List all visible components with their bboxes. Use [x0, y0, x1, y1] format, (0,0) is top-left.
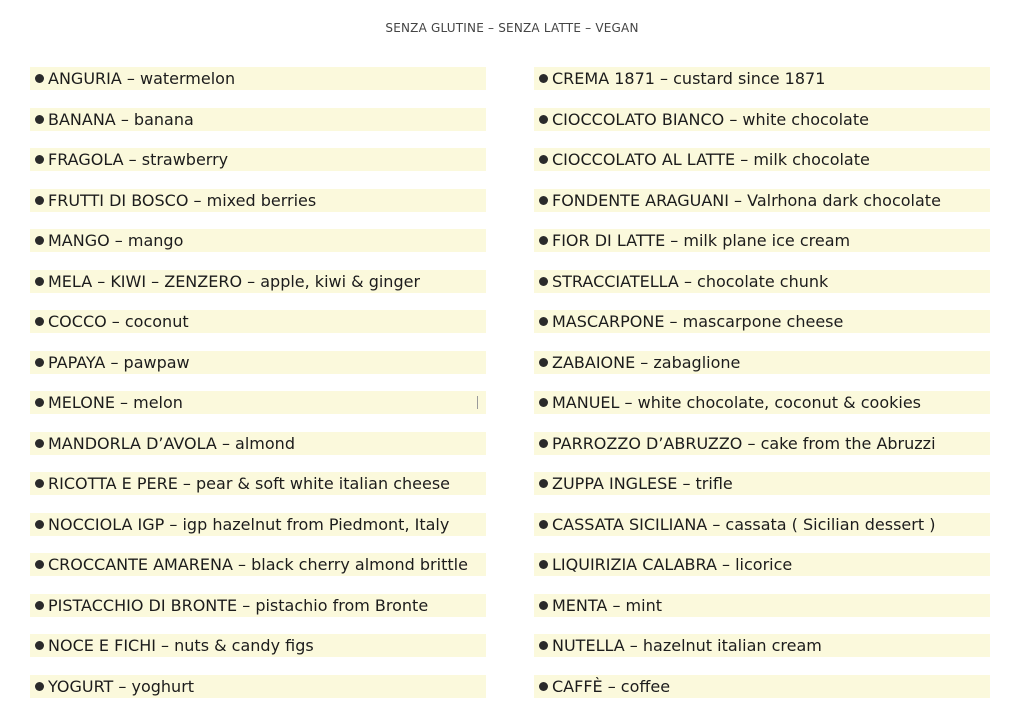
bullet-icon — [539, 74, 548, 83]
flavor-item — [534, 351, 990, 374]
flavor-item — [30, 351, 486, 374]
flavor-label: MANDORLA D’AVOLA – almond — [48, 433, 295, 453]
flavor-label: YOGURT – yoghurt — [48, 676, 195, 696]
flavor-item — [30, 634, 486, 657]
flavor-label: RICOTTA E PERE – pear & soft white italian cheese — [48, 474, 450, 493]
flavor-item — [30, 148, 486, 171]
flavor-list-left — [30, 67, 486, 715]
flavor-item — [534, 108, 990, 131]
bullet-icon — [35, 520, 44, 529]
bullet-icon — [35, 317, 44, 326]
flavor-item — [30, 472, 486, 495]
flavor-label: MENTA – mint — [552, 595, 662, 615]
flavor-item — [30, 513, 486, 536]
flavor-item — [534, 432, 990, 455]
bullet-icon — [35, 236, 44, 245]
bullet-icon — [35, 601, 44, 610]
flavor-item — [534, 594, 990, 617]
flavor-item — [534, 148, 990, 171]
bullet-icon — [35, 479, 44, 488]
flavor-label: MELONE – melon — [48, 393, 183, 412]
flavor-label: ANGURIA – watermelon — [48, 69, 236, 88]
text-cursor — [477, 396, 478, 409]
flavor-label: PARROZZO D’ABRUZZO – cake from the Abruzzi — [552, 433, 936, 453]
flavor-label: FIOR DI LATTE – milk plane ice cream — [552, 231, 851, 250]
flavor-label: CASSATA SICILIANA – cassata ( Sicilian dessert ) — [552, 514, 936, 534]
bullet-icon — [35, 74, 44, 83]
flavor-label: FRAGOLA – strawberry — [48, 150, 229, 169]
flavor-item — [30, 270, 486, 293]
flavor-label: STRACCIATELLA – chocolate chunk — [552, 271, 829, 291]
bullet-icon — [35, 277, 44, 286]
bullet-icon — [539, 277, 548, 286]
flavor-item — [30, 67, 486, 90]
bullet-icon — [539, 601, 548, 610]
flavor-label: PISTACCHIO DI BRONTE – pistachio from Bronte — [48, 595, 429, 615]
flavor-label: LIQUIRIZIA CALABRA – licorice — [552, 555, 793, 574]
bullet-icon — [539, 439, 548, 448]
flavor-item — [534, 189, 990, 212]
flavor-label: MANUEL – white chocolate, coconut & cookies — [552, 393, 921, 412]
flavor-label: NOCCIOLA IGP – igp hazelnut from Piedmont, Italy — [48, 514, 450, 534]
bullet-icon — [539, 115, 548, 124]
flavor-item — [30, 553, 486, 576]
flavor-item — [534, 229, 990, 252]
flavor-item — [30, 189, 486, 212]
flavor-label: MELA – KIWI – ZENZERO – apple, kiwi & ginger — [48, 271, 421, 291]
flavor-item — [30, 391, 486, 414]
flavor-item — [30, 675, 486, 698]
flavor-item — [30, 310, 486, 333]
flavor-label: ZABAIONE – zabaglione — [552, 352, 741, 372]
bullet-icon — [35, 358, 44, 367]
flavor-label: CIOCCOLATO BIANCO – white chocolate — [552, 109, 869, 129]
flavor-label: NOCE E FICHI – nuts & candy figs — [48, 636, 314, 655]
bullet-icon — [539, 196, 548, 205]
flavor-item — [534, 513, 990, 536]
bullet-icon — [539, 682, 548, 691]
flavor-item — [534, 634, 990, 657]
bullet-icon — [539, 236, 548, 245]
flavor-label: ZUPPA INGLESE – trifle — [552, 474, 733, 493]
bullet-icon — [35, 196, 44, 205]
bullet-icon — [35, 439, 44, 448]
flavor-label: MASCARPONE – mascarpone cheese — [552, 312, 844, 331]
flavor-label: COCCO – coconut — [48, 312, 189, 331]
bullet-icon — [539, 155, 548, 164]
flavor-label: MANGO – mango — [48, 231, 184, 250]
bullet-icon — [539, 479, 548, 488]
flavor-item — [534, 553, 990, 576]
bullet-icon — [35, 115, 44, 124]
bullet-icon — [539, 520, 548, 529]
bullet-icon — [35, 560, 44, 569]
bullet-icon — [539, 358, 548, 367]
bullet-icon — [539, 560, 548, 569]
bullet-icon — [35, 155, 44, 164]
flavor-label: FRUTTI DI BOSCO – mixed berries — [48, 190, 317, 210]
flavor-label: CROCCANTE AMARENA – black cherry almond brittle — [48, 555, 468, 574]
flavor-label: FONDENTE ARAGUANI – Valrhona dark chocolate — [552, 190, 941, 210]
page-title: SENZA GLUTINE – SENZA LATTE – VEGAN — [385, 21, 639, 35]
flavor-item — [534, 310, 990, 333]
flavor-item — [30, 108, 486, 131]
flavor-item — [534, 67, 990, 90]
flavor-item — [534, 270, 990, 293]
flavor-item — [30, 229, 486, 252]
bullet-icon — [539, 398, 548, 407]
flavor-label: BANANA – banana — [48, 109, 194, 129]
bullet-icon — [35, 641, 44, 650]
flavor-list-right — [534, 67, 990, 715]
flavor-item — [30, 594, 486, 617]
flavor-label: CIOCCOLATO AL LATTE – milk chocolate — [552, 150, 870, 169]
flavor-item — [534, 675, 990, 698]
bullet-icon — [539, 317, 548, 326]
flavor-item — [534, 391, 990, 414]
bullet-icon — [35, 682, 44, 691]
flavor-label: CAFFÈ – coffee — [552, 676, 671, 696]
flavor-label: CREMA 1871 – custard since 1871 — [552, 69, 826, 88]
bullet-icon — [35, 398, 44, 407]
bullet-icon — [539, 641, 548, 650]
flavor-item — [30, 432, 486, 455]
flavor-label: PAPAYA – pawpaw — [48, 352, 190, 372]
flavor-item — [534, 472, 990, 495]
flavor-label: NUTELLA – hazelnut italian cream — [552, 636, 822, 655]
